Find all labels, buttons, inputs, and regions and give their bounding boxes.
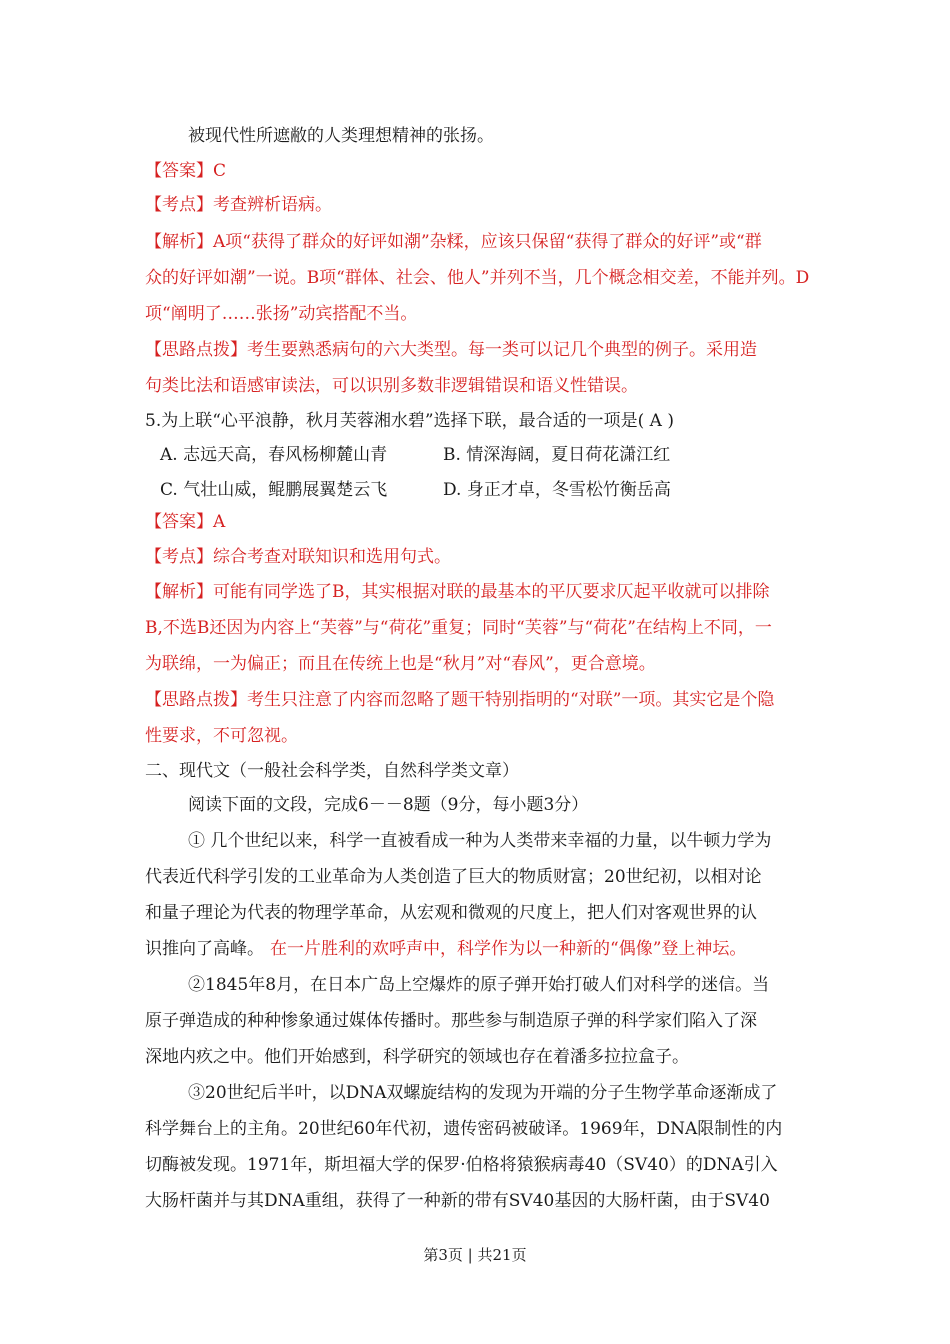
- analysis-line: 众的好评如潮”一说。B项“群体、社会、他人”并列不当，几个概念相交差，不能并列。D: [145, 268, 810, 288]
- reading-instruction: 阅读下面的文段，完成6－－8题（9分，每小题3分）: [188, 795, 589, 815]
- passage-line: ① 几个世纪以来，科学一直被看成一种为人类带来幸福的力量，以牛顿力学为: [188, 831, 772, 851]
- page-footer: 第3页 | 共21页: [423, 1246, 527, 1264]
- hint-line: 【思路点拨】考生只注意了内容而忽略了题干特别指明的“对联”一项。其实它是个隐: [145, 690, 775, 710]
- passage-line: 深地内疚之中。他们开始感到，科学研究的领域也存在着潘多拉拉盒子。: [145, 1047, 689, 1067]
- option-d: D. 身正才卓，冬雪松竹衡岳高: [443, 480, 671, 500]
- analysis-line: B,不选B还因为内容上“芙蓉”与“荷花”重复；同时“芙蓉”与“荷花”在结构上不同，一: [145, 618, 772, 638]
- passage-line: 切酶被发现。1971年，斯坦福大学的保罗·伯格将猿猴病毒40（SV40）的DNA引入: [145, 1155, 778, 1175]
- passage-line: ③20世纪后半叶，以DNA双螺旋结构的发现为开端的分子生物学革命逐渐成了: [188, 1083, 778, 1103]
- option-b: B. 情深海阔，夏日荷花潇江红: [443, 445, 671, 465]
- analysis-line: 项“阐明了……张扬”动宾搭配不当。: [145, 304, 418, 324]
- answer-label: 【答案】A: [145, 512, 226, 532]
- hint-line: 性要求，不可忽视。: [145, 726, 298, 746]
- test-point: 【考点】综合考查对联知识和选用句式。: [145, 547, 451, 567]
- text-line: 被现代性所遮敝的人类理想精神的张扬。: [188, 126, 494, 146]
- analysis-line: 【解析】可能有同学选了B，其实根据对联的最基本的平仄要求仄起平收就可以排除: [145, 582, 770, 602]
- section-heading: 二、现代文（一般社会科学类，自然科学类文章）: [145, 761, 519, 781]
- passage-line: ②1845年8月，在日本广岛上空爆炸的原子弹开始打破人们对科学的迷信。当: [188, 975, 770, 995]
- test-point: 【考点】考查辨析语病。: [145, 195, 332, 215]
- passage-line: 原子弹造成的种种惨象通过媒体传播时。那些参与制造原子弹的科学家们陷入了深: [145, 1011, 757, 1031]
- hint-line: 【思路点拨】考生要熟悉病句的六大类型。每一类可以记几个典型的例子。采用造: [145, 340, 757, 360]
- passage-line: 大肠杆菌并与其DNA重组，获得了一种新的带有SV40基因的大肠杆菌，由于SV40: [145, 1191, 770, 1211]
- passage-line: 识推向了高峰。: [145, 939, 264, 959]
- passage-line: 和量子理论为代表的物理学革命，从宏观和微观的尺度上，把人们对客观世界的认: [145, 903, 757, 923]
- analysis-line: 【解析】A项“获得了群众的好评如潮”杂糅，应该只保留“获得了群众的好评”或“群: [145, 232, 762, 252]
- answer-label: 【答案】C: [145, 161, 227, 181]
- option-c: C. 气壮山威，鲲鹏展翼楚云飞: [160, 480, 388, 500]
- passage-line: 代表近代科学引发的工业革命为人类创造了巨大的物质财富；20世纪初，以相对论: [145, 867, 762, 887]
- passage-line: 科学舞台上的主角。20世纪60年代初，遗传密码被破译。1969年，DNA限制性的内: [145, 1119, 783, 1139]
- analysis-line: 为联绵，一为偏正；而且在传统上也是“秋月”对“春风”，更合意境。: [145, 654, 656, 674]
- passage-highlight: 在一片胜利的欢呼声中，科学作为以一种新的“偶像”登上神坛。: [270, 939, 747, 959]
- hint-line: 句类比法和语感审读法，可以识别多数非逻辑错误和语义性错误。: [145, 376, 638, 396]
- question-stem: 5.为上联“心平浪静，秋月芙蓉湘水碧”选择下联，最合适的一项是( A ): [145, 411, 674, 431]
- option-a: A. 志远天高，春风杨柳麓山青: [160, 445, 388, 465]
